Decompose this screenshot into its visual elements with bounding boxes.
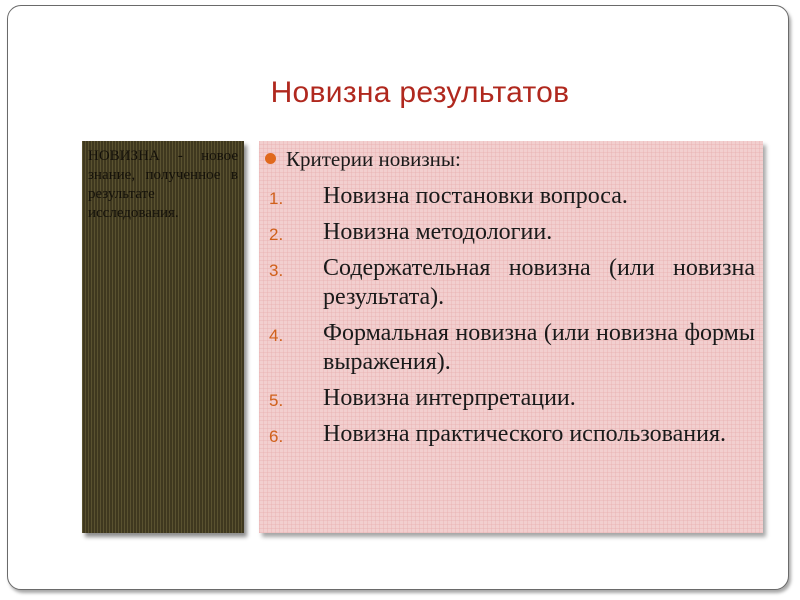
list-item-number: 1.	[269, 189, 284, 208]
list-item	[269, 319, 759, 377]
list-item-number: 4.	[269, 326, 284, 345]
list-item-text: Новизна практического использования.	[323, 421, 726, 447]
list-item-text: Содержательная новизна (или новизна результата).	[323, 255, 755, 310]
list-item	[269, 384, 759, 413]
list-item-text: Новизна интерпретации.	[323, 385, 576, 411]
list-item-number: 6.	[269, 427, 284, 446]
bullet-dot-icon	[265, 153, 276, 164]
list-item	[269, 182, 759, 211]
list-item	[269, 218, 759, 247]
definition-panel	[82, 141, 244, 533]
definition-text: НОВИЗНА - новое знание, полученное в результате исследования.	[88, 148, 238, 221]
criteria-heading	[265, 147, 461, 172]
list-item	[269, 420, 759, 449]
list-item-number: 5.	[269, 391, 284, 410]
list-item-text: Новизна методологии.	[323, 219, 553, 245]
criteria-heading-text: Критерии новизны:	[286, 147, 461, 171]
slide-title: Новизна результатов	[270, 76, 570, 109]
criteria-list	[269, 182, 759, 456]
list-item-text: Новизна постановки вопроса.	[323, 183, 628, 209]
list-item-number: 2.	[269, 225, 284, 244]
list-item-number: 3.	[269, 261, 284, 280]
criteria-panel	[259, 141, 763, 533]
list-item-text: Формальная новизна (или новизна формы выражения).	[323, 320, 755, 375]
list-item	[269, 254, 759, 312]
